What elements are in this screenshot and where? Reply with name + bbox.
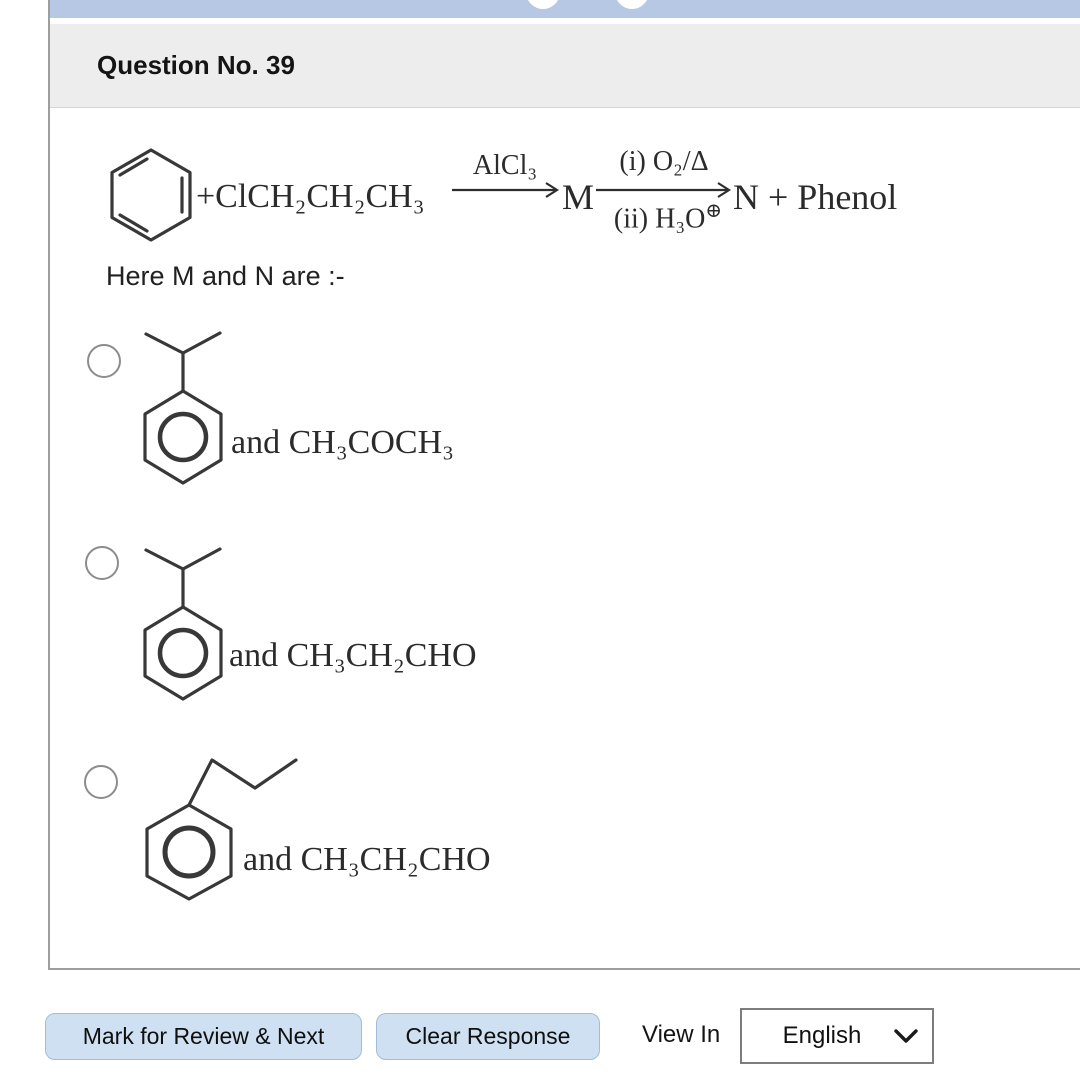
- intermediate-m-label: M: [562, 177, 595, 217]
- reaction-arrow-icon: [596, 180, 732, 200]
- top-palette-strip: [50, 0, 1080, 18]
- option-1-radio[interactable]: [87, 344, 121, 378]
- panel-border-bottom: [48, 968, 1080, 970]
- palette-circle: [615, 0, 649, 9]
- option-3-label: and CH₃CH₂CHO: [243, 841, 491, 878]
- option-3-radio[interactable]: [84, 765, 118, 799]
- view-in-label: View In: [642, 1021, 721, 1048]
- language-selected-value: English: [782, 1022, 862, 1049]
- palette-circle: [526, 0, 560, 9]
- isopropylbenzene-structure: [138, 542, 233, 710]
- reaction-arrow-icon: [452, 180, 560, 200]
- propylbenzene-structure: [138, 748, 310, 906]
- language-select[interactable]: [740, 1008, 934, 1064]
- option-2-label: and CH₃CH₂CHO: [229, 637, 477, 674]
- panel-border-left: [48, 0, 50, 970]
- question-header: [50, 24, 1080, 108]
- question-number-title: Question No. 39: [97, 50, 295, 80]
- chevron-down-icon: [894, 1029, 918, 1043]
- benzene-ring-structure: [103, 146, 199, 244]
- arrow2-bottom-reagent-label: (ii) H₃O⊕: [613, 200, 723, 235]
- question-prompt: Here M and N are :-: [106, 261, 345, 291]
- mark-for-review-next-button[interactable]: Mark for Review & Next: [45, 1013, 362, 1060]
- option-1-label: and CH₃COCH₃: [231, 424, 454, 461]
- isopropylbenzene-structure: [138, 326, 233, 494]
- arrow2-top-reagent-label: (i) O₂/Δ: [619, 146, 709, 177]
- option-2-radio[interactable]: [85, 546, 119, 580]
- reactant-formula: +ClCH₂CH₂CH₃: [196, 178, 425, 215]
- arrow1-reagent-label: AlCl₃: [472, 150, 538, 181]
- products-label: N + Phenol: [733, 177, 898, 217]
- clear-response-button[interactable]: Clear Response: [376, 1013, 600, 1060]
